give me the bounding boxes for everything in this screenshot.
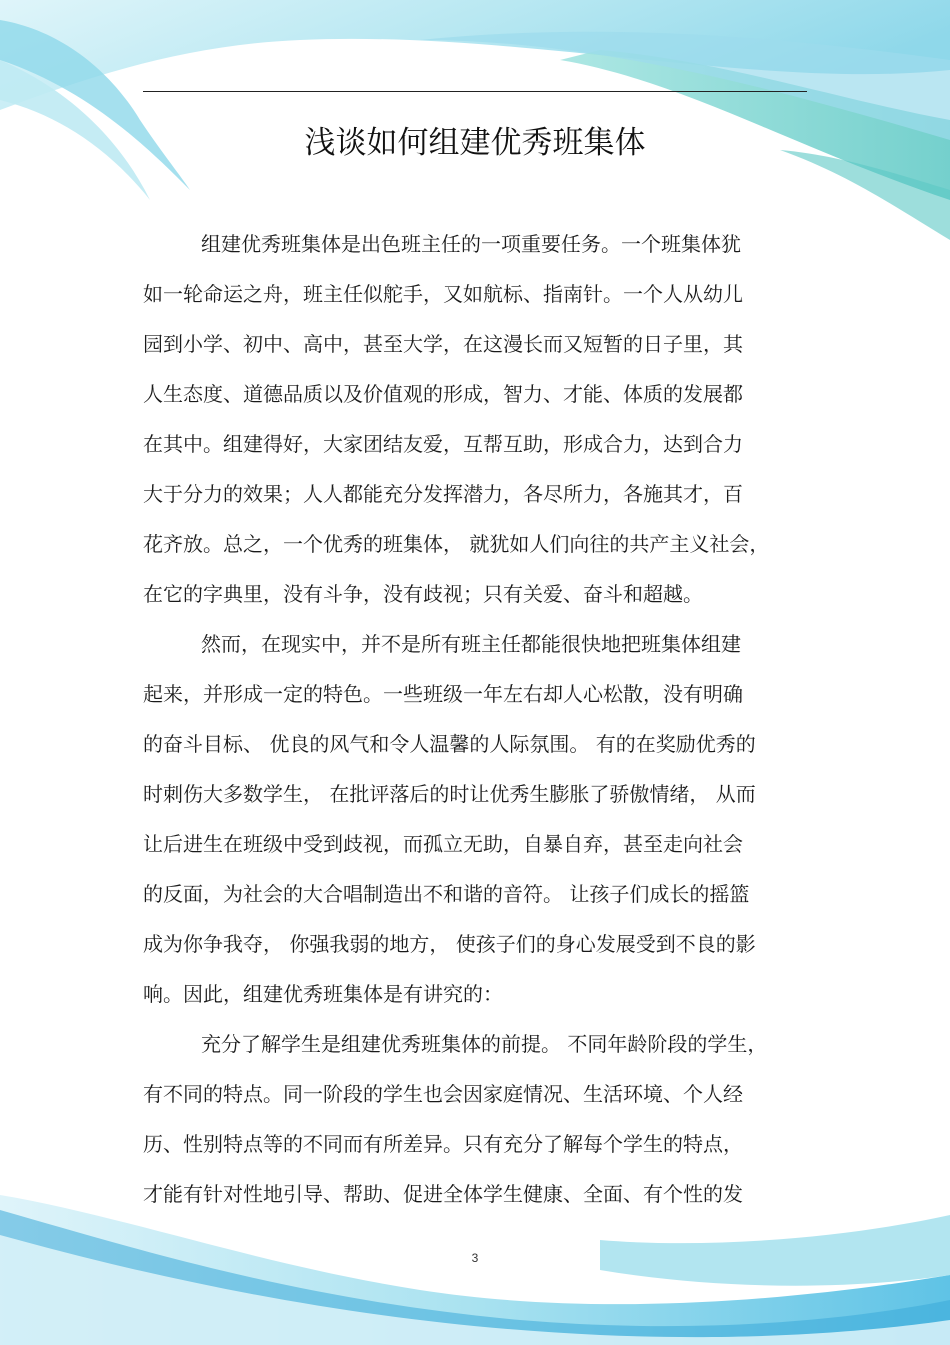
text-line: 大于分力的效果；人人都能充分发挥潜力，各尽所力，各施其才，百 xyxy=(143,482,743,506)
text-line: 人生态度、道德品质以及价值观的形成，智力、才能、体质的发展都 xyxy=(143,382,743,406)
page-number: 3 xyxy=(471,1251,479,1265)
header-rule xyxy=(143,91,807,92)
text-line: 历、性别特点等的不同而有所差异。只有充分了解每个学生的特点， xyxy=(143,1132,743,1156)
text-line: 响。因此，组建优秀班集体是有讲究的： xyxy=(143,982,503,1006)
text-line: 组建优秀班集体是出色班主任的一项重要任务。一个班集体犹 xyxy=(201,232,741,256)
text-line: 有不同的特点。同一阶段的学生也会因家庭情况、生活环境、个人经 xyxy=(143,1082,743,1106)
text-line: 充分了解学生是组建优秀班集体的前提。 不同年龄阶段的学生， xyxy=(201,1032,768,1056)
text-line: 然而，在现实中，并不是所有班主任都能很快地把班集体组建 xyxy=(201,632,741,656)
text-line: 在其中。组建得好，大家团结友爱，互帮互助，形成合力，达到合力 xyxy=(143,432,743,456)
document-body xyxy=(143,219,807,1219)
text-line: 如一轮命运之舟，班主任似舵手，又如航标、指南针。一个人从幼儿 xyxy=(143,282,743,306)
text-line: 成为你争我夺， 你强我弱的地方， 使孩子们的身心发展受到不良的影 xyxy=(143,932,756,956)
text-line: 让后进生在班级中受到歧视，而孤立无助，自暴自弃，甚至走向社会 xyxy=(143,832,743,856)
text-line: 才能有针对性地引导、帮助、促进全体学生健康、全面、有个性的发 xyxy=(143,1182,743,1206)
document-title: 浅谈如何组建优秀班集体 xyxy=(304,125,646,161)
text-line: 的反面，为社会的大合唱制造出不和谐的音符。 让孩子们成长的摇篮 xyxy=(143,882,750,906)
text-line: 起来，并形成一定的特色。一些班级一年左右却人心松散，没有明确 xyxy=(143,682,743,706)
text-line: 时刺伤大多数学生， 在批评落后的时让优秀生膨胀了骄傲情绪， 从而 xyxy=(143,782,756,806)
text-line: 在它的字典里，没有斗争，没有歧视；只有关爱、奋斗和超越。 xyxy=(143,582,703,606)
text-line: 园到小学、初中、高中，甚至大学，在这漫长而又短暂的日子里，其 xyxy=(143,332,743,356)
text-line: 花齐放。总之，一个优秀的班集体， 就犹如人们向往的共产主义社会， xyxy=(143,532,770,556)
text-line: 的奋斗目标、 优良的风气和令人温馨的人际氛围。 有的在奖励优秀的 xyxy=(143,732,756,756)
